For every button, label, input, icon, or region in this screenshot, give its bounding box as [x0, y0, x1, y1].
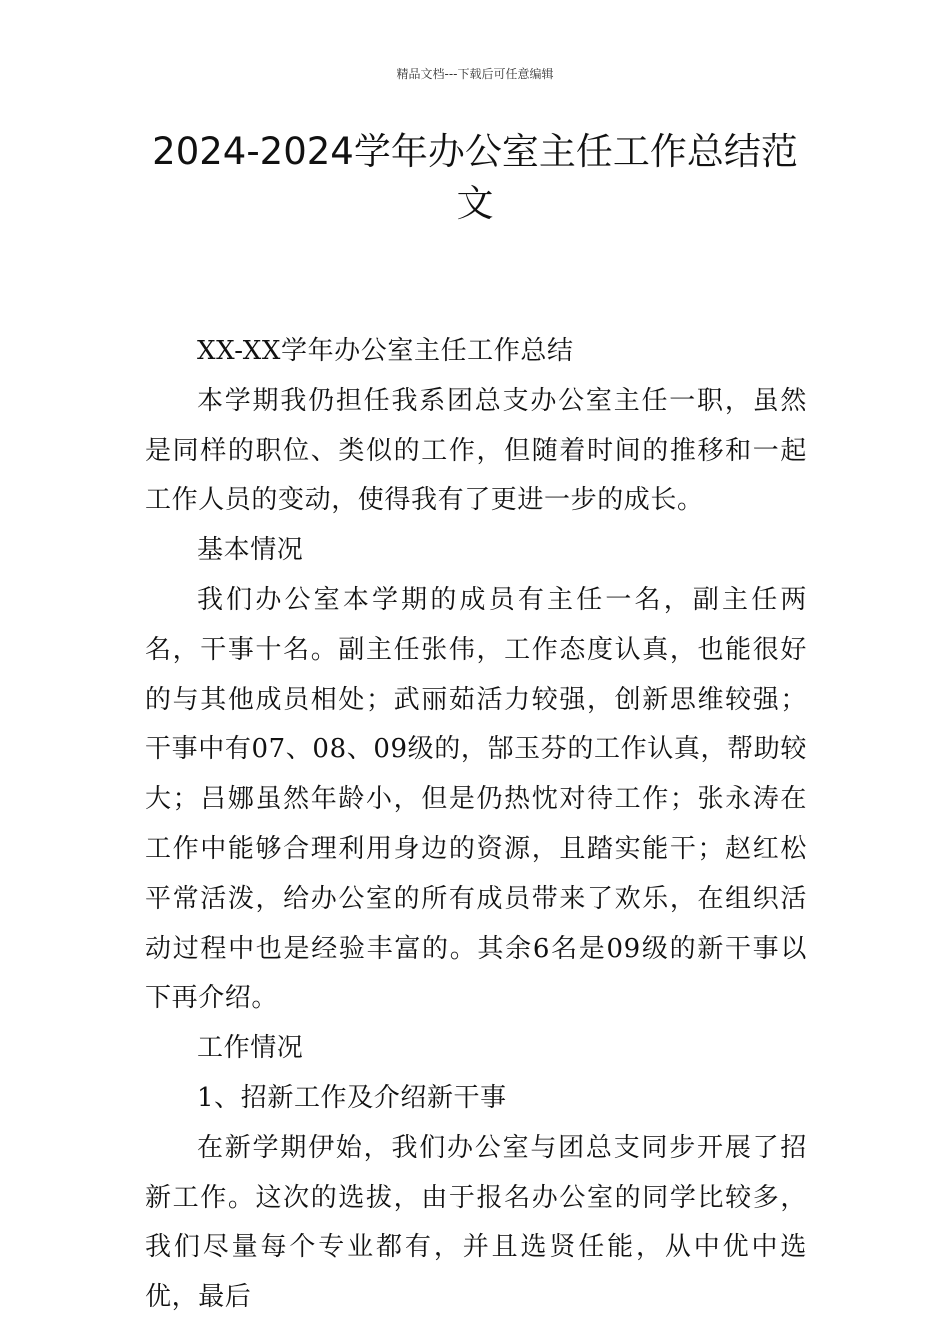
section-heading-work: 工作情况	[197, 1033, 304, 1064]
section-heading-basic: 基本情况	[197, 535, 304, 566]
paragraph-members: 我们办公室本学期的成员有主任一名，副主任两名，干事十名。副主任张伟，工作态度认真，也能很好的与其他成员相处；武丽茹活力较强，创新思维较强；干事中有07、08、09级的，郜玉芬的工作认真，帮助较大；吕娜虽然年龄小，但是仍热忱对待工作；张永涛在工作中能够合理利用身边的资源，且踏实能干；赵红松平常活泼，给办公室的所有成员带来了欢乐，在组织活动过程中也是经验丰富的。其余6名是09级的新干事以下再介绍。	[145, 584, 807, 1014]
paragraph-recruitment: 在新学期伊始，我们办公室与团总支同步开展了招新工作。这次的选拔，由于报名办公室的同学比较多，我们尽量每个专业都有，并且选贤任能，从中优中选优，最后	[145, 1132, 807, 1313]
document-body	[145, 327, 807, 1323]
subsection-heading-recruitment: 1、招新工作及介绍新干事	[197, 1082, 507, 1113]
document-title: 2024-2024学年办公室主任工作总结范文	[152, 130, 798, 225]
paragraph-subtitle: XX-XX学年办公室主任工作总结	[197, 336, 574, 366]
paragraph-intro: 本学期我仍担任我系团总支办公室主任一职，虽然是同样的职位、类似的工作，但随着时间的推移和一起工作人员的变动，使得我有了更进一步的成长。	[145, 385, 807, 516]
page-header-note: 精品文档---下载后可任意编辑	[396, 67, 554, 81]
